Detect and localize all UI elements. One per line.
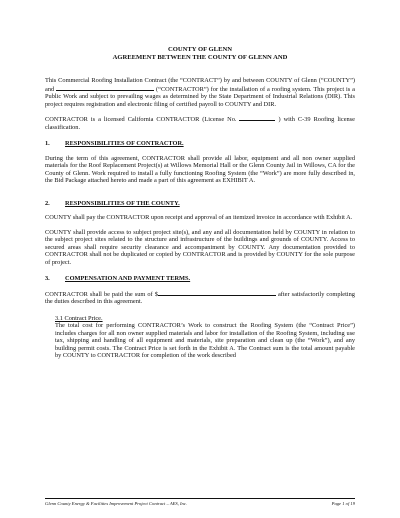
subsection-3-1-body: The total cost for performing CONTRACTOR’s Work to construct the Roofing System (the “Contract Price”) includes charges for all non owner supplied materials and labor for installation of the Roofing System, including use tax, shipping and handling of all equipment and materials, site preparation and clean up (the “Work”), and any building permit costs. The Contract Price is set forth in the Exhibit A. The Contract sum is the total amount payable by COUNTY to CONTRACTOR for completion of the work described [55, 322, 355, 359]
license-text-c: Roofing license classification. [45, 116, 355, 131]
subsection-3-1 [45, 315, 355, 360]
document-body [45, 46, 355, 360]
intro-text-b: (“CONTRACTOR”) for the [156, 85, 228, 93]
section-2-paragraph-1: COUNTY shall pay the CONTRACTOR upon receipt and approval of an itemized invoice in accordance with Exhibit A. [45, 214, 353, 221]
section-3-heading [45, 275, 355, 283]
section-1-title: RESPONSIBILITIES OF CONTRACTOR. [65, 140, 184, 147]
intro-paragraph [45, 77, 355, 108]
section-3-title: COMPENSATION AND PAYMENT TERMS. [65, 275, 191, 282]
section-1-number: 1. [45, 140, 50, 147]
section-2-heading [45, 200, 355, 208]
section-3-number: 3. [45, 275, 50, 282]
page-footer [45, 498, 355, 506]
document-title-county: COUNTY OF GLENN [168, 46, 232, 53]
license-text-b: ) with C-39 [278, 116, 311, 123]
payment-paragraph [45, 290, 355, 306]
intro-text-c: installation of a roofing system. This project is a Public Work and subject to prevailing wages as determined by the State Department of Industrial Relations (DIR). This project requires registration and electronic filing of certified payroll to COUNTY and DIR. [45, 85, 356, 108]
payment-text-a: CONTRACTOR shall be paid the sum of $ [45, 290, 158, 298]
payment-text-c: satisfactorily completing the duties described in this agreement. [45, 290, 355, 305]
document-title-agreement: AGREEMENT BETWEEN THE COUNTY OF GLENN AND [112, 54, 288, 61]
intro-text-a: This Commercial Roofing Installation Contract (the “CONTRACT”) by and between COUNTY of Glenn (“COUNTY”) and [45, 77, 355, 93]
contractor-name-blank [56, 85, 154, 91]
payment-amount-blank [158, 290, 276, 296]
section-1-heading [45, 140, 355, 148]
footer-left-text: Glenn County Energy & Facilities Improvement Project Contract – AES, Inc. [45, 501, 188, 506]
license-paragraph [45, 115, 355, 131]
section-1-paragraph: During the term of this agreement, CONTRACTOR shall provide all labor, equipment and all non owner supplied materials for the Roof Replacement Project(s) at Willows Memorial Hall or the Glenn County Jail in Willows, CA for the County of Glenn. Work required to install a fully functioning Roofing System (the “Work”) are more fully described in, the Bid Package attached hereto and made a part of this agreement as EXHIBIT A. [45, 154, 355, 184]
section-2-title: RESPONSIBILITIES OF THE COUNTY. [65, 199, 180, 207]
section-2-number: 2. [45, 199, 50, 207]
license-text-a: CONTRACTOR is a licensed California CONTRACTOR (License No. [45, 116, 237, 123]
payment-text-b: after [277, 290, 290, 298]
license-number-blank [239, 115, 275, 121]
subsection-3-1-title: 3.1 Contract Price. [55, 314, 103, 322]
section-2-paragraph-2: COUNTY shall provide access to subject project site(s), and any and all documentation held by COUNTY in relation to the subject project sites related to the structure and infrastructure of the buildings and grounds of COUNTY. Access to secured areas shall require security clearance and accompaniment by COUNTY. Any documentation provided to CONTRACTOR shall not be duplicated or copied by CONTRACTOR and is provided by COUNTY for the sole purpose of project. [45, 228, 355, 266]
page-number: Page 1 of 19 [331, 501, 355, 506]
